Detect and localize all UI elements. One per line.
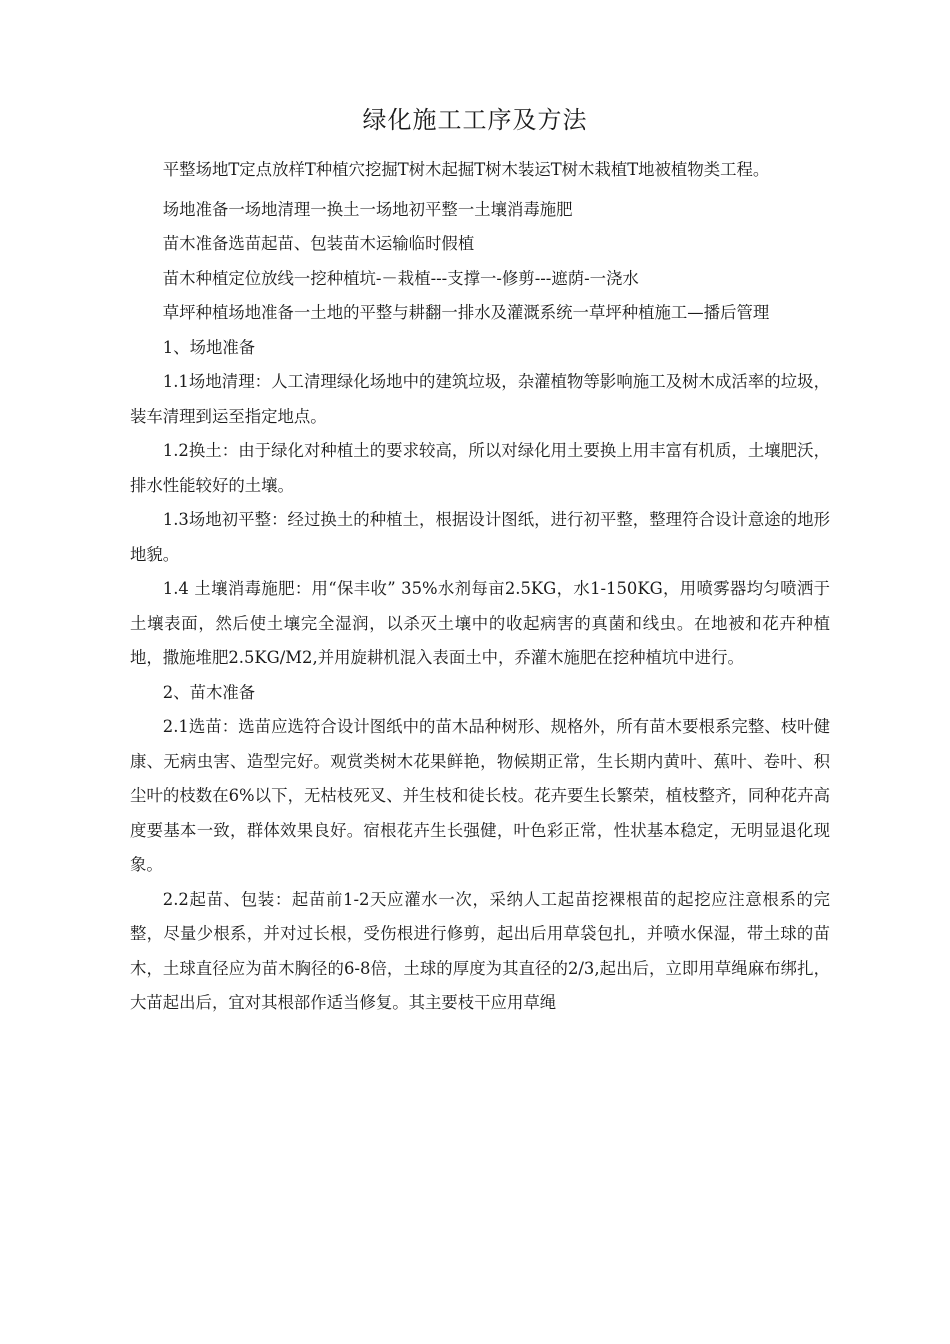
- paragraph-1-2: 1.2换土：由于绿化对种植土的要求较高，所以对绿化用土要换上用丰富有机质，土壤肥沃，排水性能较好的土壤。: [130, 441, 830, 495]
- paragraph-process-overview: 平整场地T定点放样T种植穴挖掘T树木起掘T树木装运T树木栽植T地被植物类工程。: [162, 160, 770, 179]
- paragraph-planting-flow: 苗木种植定位放线一挖种植坑-－栽植---支撑一-修剪---遮荫-一浇水: [162, 268, 639, 288]
- paragraph-1-3: 1.3场地初平整：经过换土的种植土，根据设计图纸，进行初平整，整理符合设计意途的地形地貌。: [130, 510, 830, 564]
- paragraph-1-4: 1.4 土壤消毒施肥：用“保丰收” 35%水剂每亩2.5KG，水1-150KG，用喷雾器均匀喷洒于土壤表面，然后使土壤完全湿润，以杀灭土壤中的收起病害的真菌和线虫。在地被和花卉种植地，撒施堆肥2.5KG/M2,并用旋耕机混入表面土中，乔灌木施肥在挖种植坑中进行。: [130, 579, 830, 667]
- document-title: 绿化施工工序及方法: [362, 106, 588, 134]
- paragraph-lawn-flow: 草坪种植场地准备一土地的平整与耕翻一排水及灌溉系统一草坪种植施工—播后管理: [162, 303, 770, 322]
- section-heading-site-prep: 1、场地准备: [162, 337, 256, 357]
- document-body: [130, 153, 830, 1021]
- section-heading-seedling-prep: 2、苗木准备: [162, 682, 256, 702]
- paragraph-2-2: 2.2起苗、包装：起苗前1-2天应灌水一次，采纳人工起苗挖裸根苗的起挖应注意根系的完整，尽量少根系，并对过长根，受伤根进行修剪，起出后用草袋包扎，并喷水保湿，带土球的苗木，土球直径应为苗木胸径的6-8倍，土球的厚度为其直径的2/3,起出后，立即用草绳麻布绑扎，大苗起出后，宜对其根部作适当修复。其主要枝干应用草绳: [130, 889, 830, 1012]
- paragraph-seedling-prep-flow: 苗木准备选苗起苗、包装苗木运输临时假植: [162, 234, 475, 253]
- paragraph-1-1: 1.1场地清理：人工清理绿化场地中的建筑垃圾，杂灌植物等影响施工及树木成活率的垃圾，装车清理到运至指定地点。: [130, 372, 830, 426]
- paragraph-site-prep-flow: 场地准备一场地清理一换土一场地初平整一土壤消毒施肥: [162, 199, 573, 219]
- paragraph-2-1: 2.1选苗：选苗应选符合设计图纸中的苗木品种树形、规格外，所有苗木要根系完整、枝叶健康、无病虫害、造型完好。观赏类树木花果鲜艳，物候期正常，生长期内黄叶、蕉叶、卷叶、积尘叶的枝数在6%以下，无枯枝死叉、并生枝和徒长枝。花卉要生长繁荣，植枝整齐，同种花卉高度要基本一致，群体效果良好。宿根花卉生长强健，叶色彩正常，性状基本稳定，无明显退化现象。: [130, 717, 830, 874]
